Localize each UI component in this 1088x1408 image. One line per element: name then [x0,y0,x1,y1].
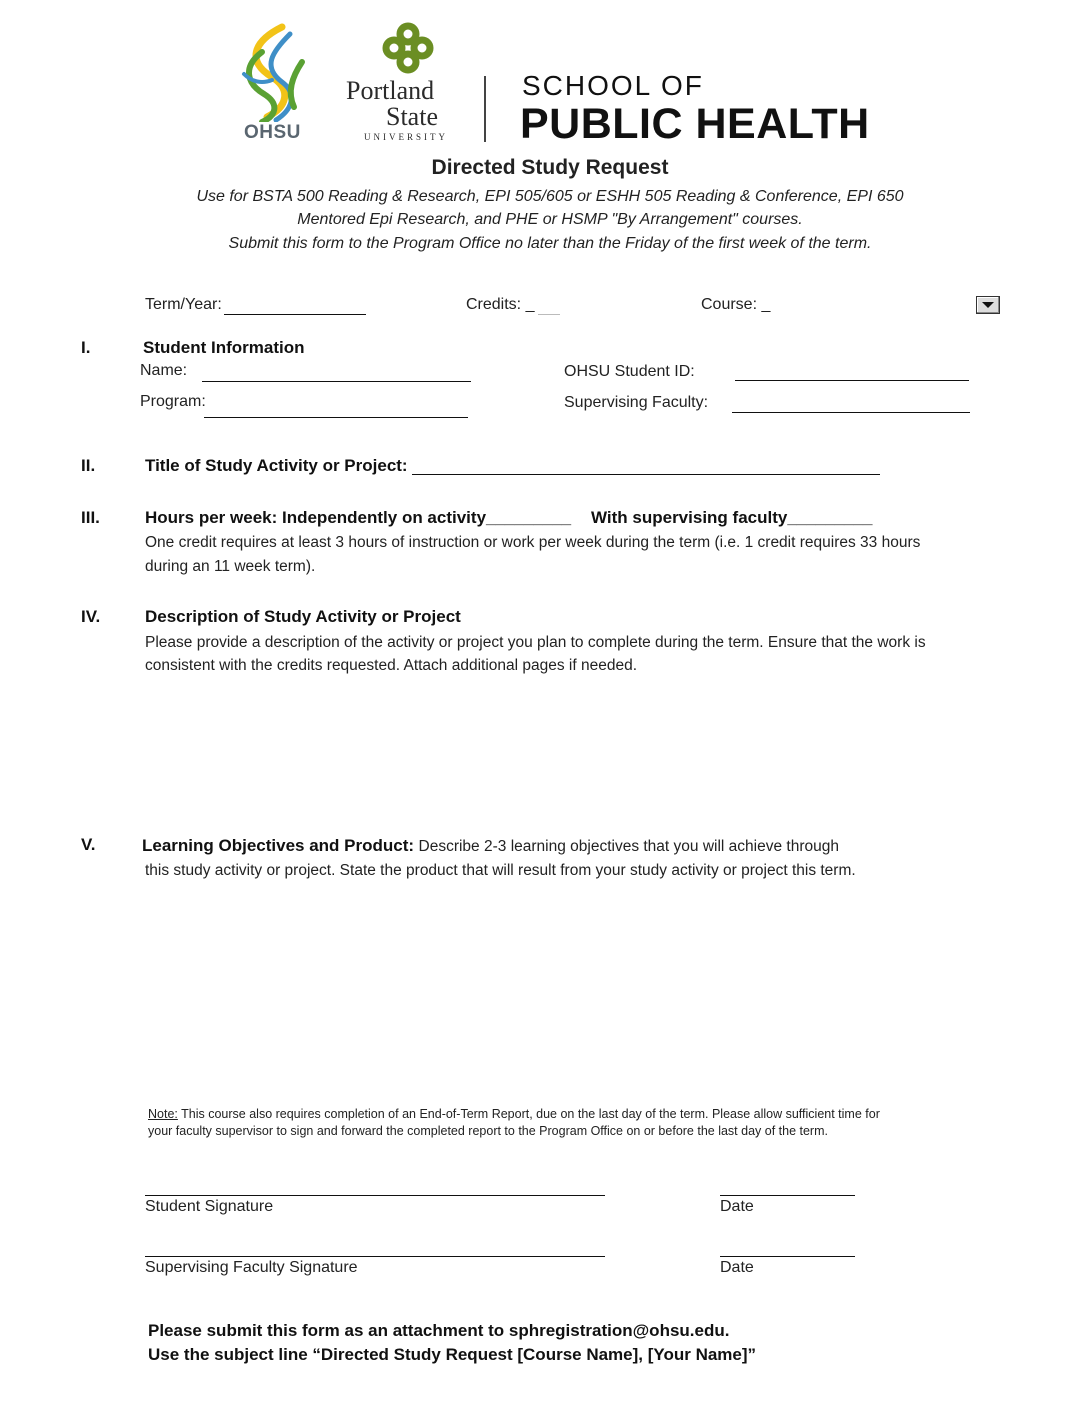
section-3-body-line-2: during an 11 week term). [145,558,316,575]
note-line-2: your faculty supervisor to sign and forward the completed report to the Program Office on or before the last day of the term. [148,1124,828,1138]
course-dropdown[interactable] [976,296,1000,314]
name-label: Name: [140,362,188,379]
subtitle-line-1: Use for BSTA 500 Reading & Research, EPI 505/605 or ESHH 505 Reading & Conference, EPI 650 [196,188,904,205]
student-id-label: OHSU Student ID: [564,363,695,380]
term-year-field[interactable] [224,314,366,315]
section-5-number: V. [81,835,96,854]
school-name-line2: PUBLIC HEALTH [520,100,870,148]
supervising-faculty-field[interactable] [732,412,970,413]
note-label: Note: [148,1107,178,1121]
logo-divider [484,76,486,142]
hours-independent-label: Hours per week: Independently on activity_________ [145,508,572,527]
objectives-text-area[interactable] [145,890,985,1090]
section-5-title: Learning Objectives and Product: [142,836,415,855]
ohsu-flame-icon [232,22,314,122]
program-field[interactable] [204,417,468,418]
term-year-label: Term/Year: [145,296,222,313]
section-3-number: III. [81,508,100,527]
student-signature-line[interactable] [145,1195,605,1196]
faculty-date-label: Date [720,1259,754,1276]
supervising-faculty-label: Supervising Faculty: [564,394,709,411]
footer-line-1: Please submit this form as an attachment to sphregistration@ohsu.edu. [148,1321,730,1340]
name-field[interactable] [202,381,471,382]
section-5-heading-line [142,835,839,859]
section-1-number: I. [81,338,91,357]
section-2-title: Title of Study Activity or Project: [145,456,408,475]
project-title-field[interactable] [412,474,880,475]
form-title: Directed Study Request [431,156,669,179]
section-4-number: IV. [81,607,101,626]
student-date-label: Date [720,1198,754,1215]
psu-logo [340,22,450,144]
section-4-body-line-2: consistent with the credits requested. Attach additional pages if needed. [145,657,638,674]
note-line-1 [148,1106,880,1123]
psu-name-line1: Portland [346,76,435,105]
section-5-body-line: this study activity or project. State the product that will result from your study activity or project this term. [145,862,856,879]
credits-label: Credits: _ [466,296,535,313]
section-4-body-line-1: Please provide a description of the activity or project you plan to complete during the term. Ensure that the work is [145,634,926,651]
ohsu-logo [232,22,314,144]
credits-field[interactable] [538,314,560,315]
subtitle-line-3: Submit this form to the Program Office no later than the Friday of the first week of the term. [228,235,872,252]
faculty-signature-line[interactable] [145,1256,605,1257]
student-signature-label: Student Signature [145,1198,274,1215]
psu-knot-icon [340,22,450,76]
faculty-date-line[interactable] [720,1256,855,1257]
section-5-inline-text: Describe 2-3 learning objectives that you will achieve through [418,838,839,855]
school-name-line1: SCHOOL OF [522,70,704,101]
description-text-area[interactable] [145,685,985,815]
footer-line-2: Use the subject line “Directed Study Request [Course Name], [Your Name]” [148,1345,757,1364]
student-date-line[interactable] [720,1195,855,1196]
ohsu-logo-text: OHSU [244,122,301,143]
note-text-1: This course also requires completion of an End-of-Term Report, due on the last day of the term. Please allow sufficient time for [177,1107,880,1121]
psu-name-line3: UNIVERSITY [364,132,448,142]
course-label: Course: _ [701,296,771,313]
chevron-down-icon [982,302,994,308]
section-4-title: Description of Study Activity or Project [145,607,461,626]
faculty-signature-label: Supervising Faculty Signature [145,1259,358,1276]
psu-name-line2: State [386,102,438,131]
hours-faculty-label: With supervising faculty_________ [591,508,873,527]
section-3-body-line-1: One credit requires at least 3 hours of instruction or work per week during the term (i.e. 1 credit requires 33 hours [145,534,921,551]
section-1-title: Student Information [143,338,305,357]
student-id-field[interactable] [735,380,969,381]
subtitle-line-2: Mentored Epi Research, and PHE or HSMP "By Arrangement" courses. [297,211,803,228]
program-label: Program: [140,393,206,410]
section-2-number: II. [81,456,96,475]
